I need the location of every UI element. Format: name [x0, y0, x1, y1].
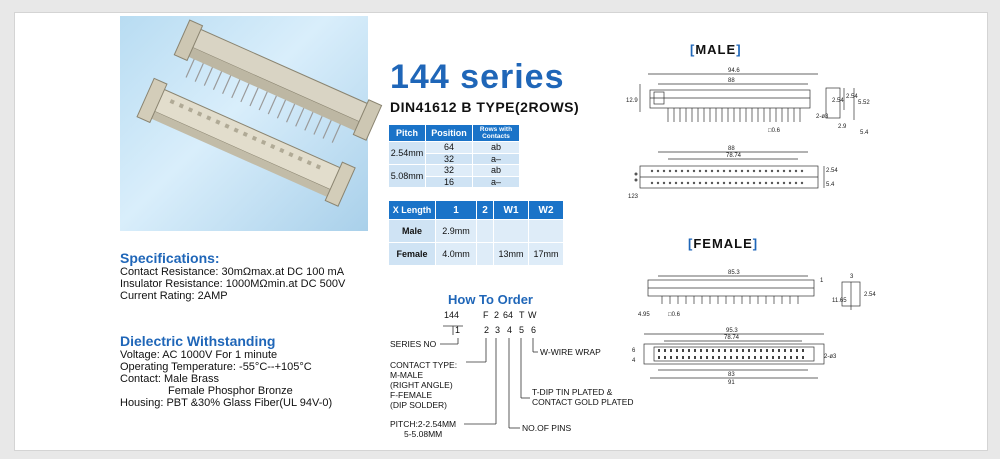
male-w1 — [494, 220, 529, 243]
female-dim: 83 — [728, 372, 735, 378]
order-pitch: PITCH:2-2.54MM — [390, 419, 457, 429]
spec-line: Contact Resistance: 30mΩmax.at DC 100 mA — [120, 266, 345, 278]
male-dim: 2.54 — [826, 168, 838, 174]
dielectric-line: Housing: PBT &30% Glass Fiber(UL 94V-0) — [120, 397, 333, 409]
order-plating: CONTACT GOLD PLATED — [532, 397, 634, 407]
male-drawing-title: [MALE] — [690, 42, 742, 57]
order-contact-type: (DIP SOLDER) — [390, 400, 447, 410]
order-contact-type: CONTACT TYPE: — [390, 360, 458, 370]
order-code-pins: 64 — [503, 310, 514, 320]
dielectric-line: Voltage: AC 1000V For 1 minute — [120, 349, 278, 361]
order-index: 2 — [484, 325, 490, 335]
w1-header: W1 — [494, 201, 529, 220]
position-cell: 32 — [426, 165, 473, 177]
length-table — [388, 200, 564, 266]
female-dim: 91 — [728, 380, 735, 386]
female-label-text: FEMALE — [693, 236, 753, 251]
series-subtitle: DIN41612 B TYPE(2ROWS) — [390, 99, 580, 115]
order-index: 3 — [495, 325, 501, 335]
rows-cell: a– — [473, 153, 520, 165]
dielectric-line: Female Phosphor Bronze — [168, 385, 293, 397]
female-dim: 11.65 — [832, 298, 847, 304]
male-dim: 78.74 — [726, 153, 742, 159]
col1-header: 1 — [436, 201, 477, 220]
male-c2 — [477, 220, 494, 243]
order-index: 6 — [531, 325, 537, 335]
female-w2: 17mm — [529, 243, 564, 266]
male-label-text: MALE — [695, 42, 737, 57]
spec-line: Current Rating: 2AMP — [120, 290, 228, 302]
female-dim: 4.95 — [638, 312, 650, 318]
pitch-cell: 2.54mm — [389, 142, 426, 165]
male-dim: 94.6 — [728, 68, 740, 74]
male-dim: 5.4 — [860, 130, 869, 136]
order-code-pitch: 2 — [494, 310, 500, 320]
female-dim: 78.74 — [724, 335, 740, 341]
male-dim: 88 — [728, 78, 735, 84]
order-contact-type: M-MALE — [390, 370, 424, 380]
female-dim: 85.3 — [728, 270, 740, 276]
order-contact-type: F-FEMALE — [390, 390, 433, 400]
male-w2 — [529, 220, 564, 243]
female-dim: 3 — [850, 274, 854, 280]
rows-header: Rows with Contacts — [473, 125, 520, 142]
dielectric-heading: Dielectric Withstanding — [120, 333, 276, 349]
male-technical-drawing — [628, 62, 888, 202]
male-dim: 12.9 — [626, 98, 638, 104]
male-dim: 123 — [628, 194, 639, 200]
product-photo — [120, 16, 368, 231]
female-dim: 1 — [820, 278, 824, 284]
series-title: 144 series — [390, 58, 565, 96]
female-technical-drawing — [628, 262, 888, 387]
male-dim: 5.4 — [826, 182, 835, 188]
order-heading: How To Order — [448, 292, 533, 307]
order-plating: T-DIP TIN PLATED & — [532, 387, 613, 397]
female-dim: 6 — [632, 348, 636, 354]
male-dim: □0.6 — [768, 128, 780, 134]
male-label: Male — [389, 220, 436, 243]
male-dim: 2-ø3 — [816, 114, 829, 120]
male-dim: 2.54 — [832, 98, 844, 104]
order-code-wrap: W — [528, 310, 537, 320]
rows-cell: a– — [473, 176, 520, 188]
rows-cell: ab — [473, 142, 520, 154]
col2-header: 2 — [477, 201, 494, 220]
female-dim: 95.3 — [726, 328, 738, 334]
order-code-series: 144 — [444, 310, 460, 320]
order-pitch: 5-5.08MM — [404, 429, 443, 439]
order-code-plating: T — [519, 310, 525, 320]
xlength-header: X Length — [389, 201, 436, 220]
female-drawing-title: [FEMALE] — [688, 236, 759, 251]
dielectric-line: Contact: Male Brass — [120, 373, 220, 385]
order-index: 1 — [455, 325, 461, 335]
male-dim: 88 — [728, 146, 735, 152]
order-code-type: F — [483, 310, 489, 320]
female-dim: □0.6 — [668, 312, 680, 318]
rows-cell: ab — [473, 165, 520, 177]
order-pins: NO.OF PINS — [522, 423, 572, 433]
female-c1: 4.0mm — [436, 243, 477, 266]
position-cell: 16 — [426, 176, 473, 188]
pitch-table — [388, 124, 520, 188]
male-c1: 2.9mm — [436, 220, 477, 243]
order-contact-type: (RIGHT ANGLE) — [390, 380, 453, 390]
specifications-heading: Specifications: — [120, 250, 220, 266]
female-dim: 2-ø3 — [824, 354, 837, 360]
male-dim: 5.52 — [858, 100, 870, 106]
position-cell: 32 — [426, 153, 473, 165]
position-header: Position — [426, 125, 473, 142]
w2-header: W2 — [529, 201, 564, 220]
dielectric-line: Operating Temperature: -55°C--+105°C — [120, 361, 312, 373]
connector-photo-illustration — [120, 16, 368, 231]
order-series-label: SERIES NO — [390, 339, 437, 349]
order-wire-wrap: W-WIRE WRAP — [540, 347, 601, 357]
male-dim: 2.9 — [838, 124, 847, 130]
position-cell: 64 — [426, 142, 473, 154]
female-w1: 13mm — [494, 243, 529, 266]
spec-line: Insulator Resistance: 1000MΩmin.at DC 500V — [120, 278, 346, 290]
pitch-cell: 5.08mm — [389, 165, 426, 188]
female-c2 — [477, 243, 494, 266]
female-label: Female — [389, 243, 436, 266]
male-dim: 2.54 — [846, 94, 858, 100]
female-dim: 4 — [632, 358, 636, 364]
order-index: 4 — [507, 325, 513, 335]
pitch-header: Pitch — [389, 125, 426, 142]
female-dim: 2.54 — [864, 292, 876, 298]
order-index: 5 — [519, 325, 525, 335]
